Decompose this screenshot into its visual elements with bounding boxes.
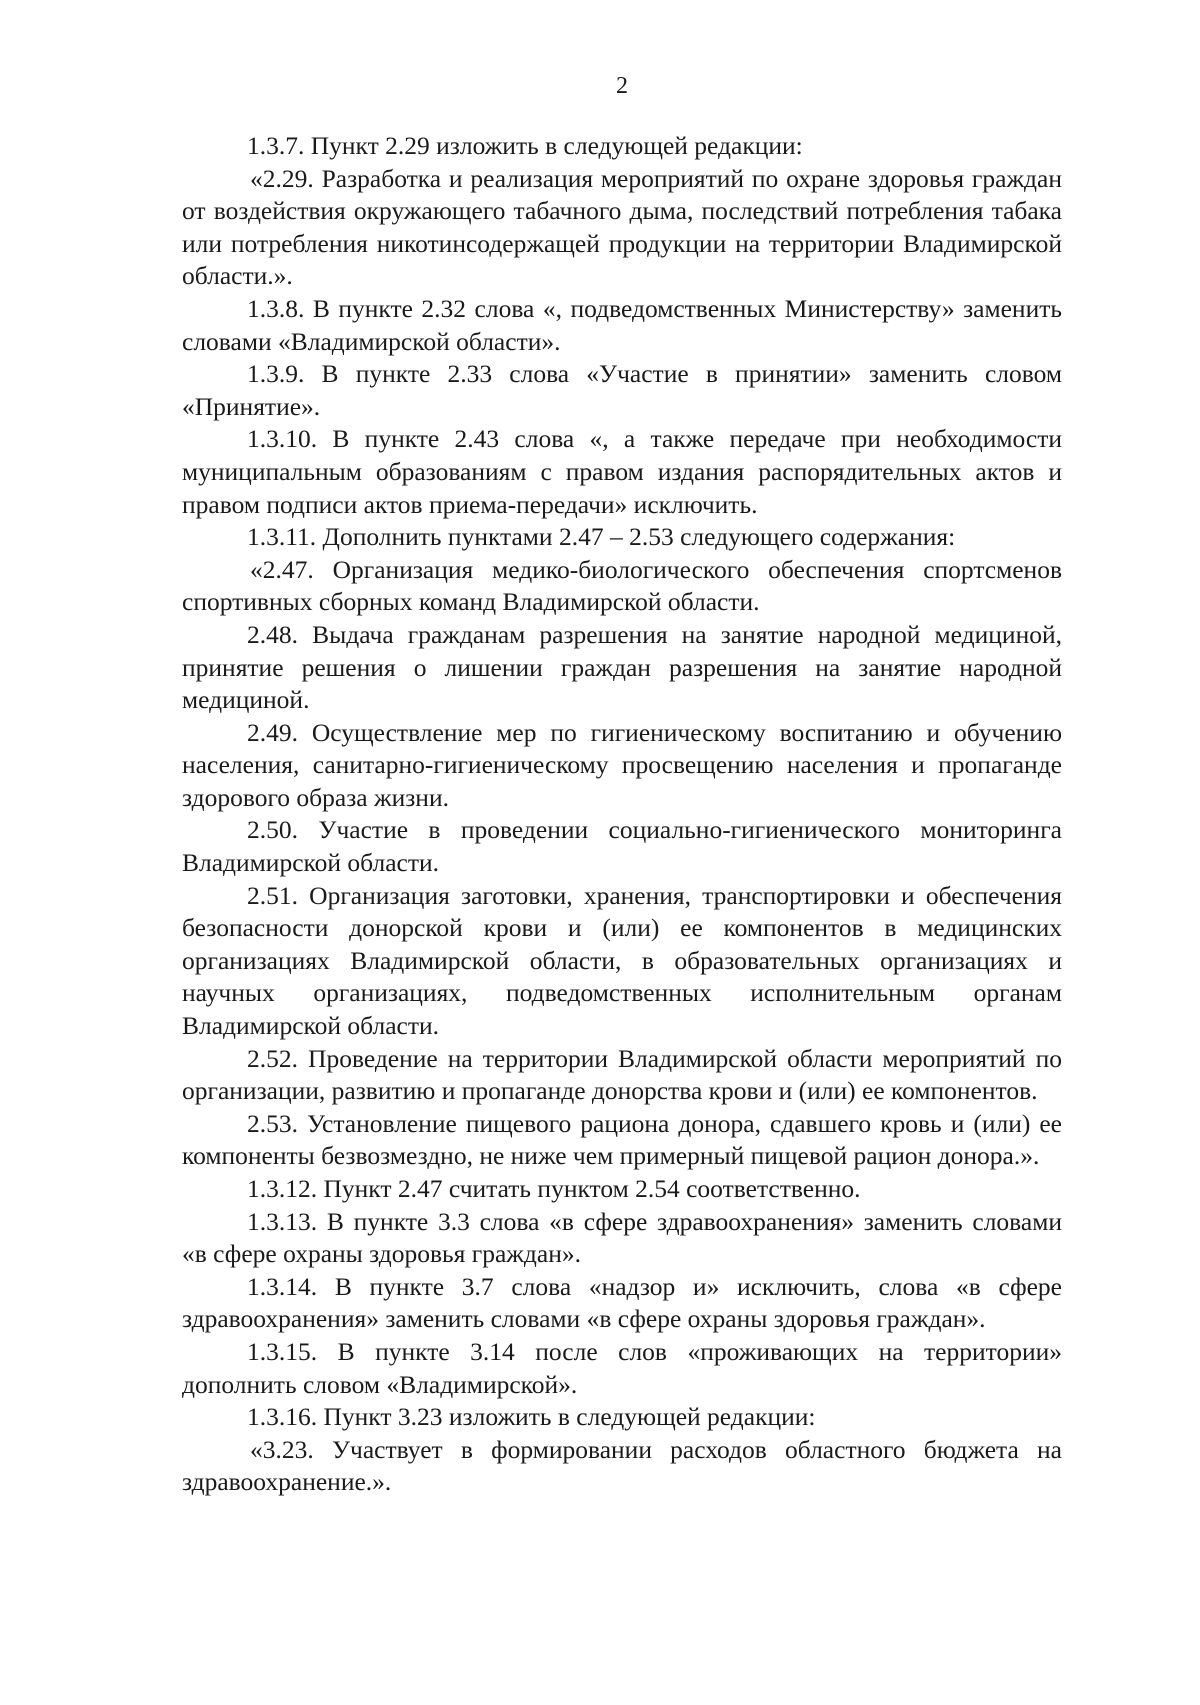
paragraph-1-3-16: 1.3.16. Пункт 3.23 изложить в следующей редакции:	[247, 1402, 816, 1432]
paragraph-2-29: «2.29. Разработка и реализация мероприятий по охране здоровья граждан от воздействия окружающего табачного дыма, последствий потребления табака или потребления никотинсодержащей продукции на территории Владимирской области.».	[182, 163, 1062, 291]
page-number: 2	[616, 73, 628, 99]
paragraph-1-3-13: 1.3.13. В пункте 3.3 слова «в сфере здравоохранения» заменить словами «в сфере охраны здоровья граждан».	[182, 1206, 1062, 1269]
paragraph-2-51: 2.51. Организация заготовки, хранения, транспортировки и обеспечения безопасности донорской крови и (или) ее компонентов в медицинских организациях Владимирской области, в образовательных организациях и научных организациях, подведомственных исполнительным органам Владимирской области.	[182, 880, 1062, 1041]
paragraph-1-3-10: 1.3.10. В пункте 2.43 слова «, а также передаче при необходимости муниципальным образованиям с правом издания распорядительных актов и правом подписи актов приема-передачи» исключить.	[182, 424, 1062, 519]
paragraph-1-3-7: 1.3.7. Пункт 2.29 изложить в следующей редакции:	[247, 131, 803, 160]
paragraph-1-3-8: 1.3.8. В пункте 2.32 слова «, подведомственных Министерству» заменить словами «Владимирской области».	[182, 293, 1062, 356]
paragraph-1-3-15: 1.3.15. В пункте 3.14 после слов «проживающих на территории» дополнить словом «Владимирской».	[182, 1336, 1062, 1399]
paragraph-2-48: 2.48. Выдача гражданам разрешения на занятие народной медициной, принятие решения о лишении граждан разрешения на занятие народной медициной.	[182, 619, 1062, 715]
paragraph-1-3-14: 1.3.14. В пункте 3.7 слова «надзор и» исключить, слова «в сфере здравоохранения» заменить словами «в сфере охраны здоровья граждан».	[182, 1271, 1062, 1334]
paragraph-2-47: «2.47. Организация медико-биологического обеспечения спортсменов спортивных сборных команд Владимирской области.	[182, 554, 1062, 617]
paragraph-2-50: 2.50. Участие в проведении социально-гигиенического мониторинга Владимирской области.	[182, 815, 1062, 878]
paragraph-1-3-9: 1.3.9. В пункте 2.33 слова «Участие в принятии» заменить словом «Принятие».	[182, 359, 1062, 421]
paragraph-3-23: «3.23. Участвует в формировании расходов областного бюджета на здравоохранение.».	[182, 1434, 1062, 1497]
paragraph-1-3-11: 1.3.11. Дополнить пунктами 2.47 – 2.53 следующего содержания:	[247, 522, 956, 552]
paragraph-1-3-12: 1.3.12. Пункт 2.47 считать пунктом 2.54 соответственно.	[247, 1174, 861, 1203]
paragraph-2-53: 2.53. Установление пищевого рациона донора, сдавшего кровь и (или) ее компоненты безвозмездно, не ниже чем примерный пищевой рацион донора.».	[182, 1108, 1062, 1171]
paragraph-2-52: 2.52. Проведение на территории Владимирской области мероприятий по организации, развитию и пропаганде донорства крови и (или) ее компонентов.	[182, 1043, 1062, 1106]
paragraph-2-49: 2.49. Осуществление мер по гигиеническому воспитанию и обучению населения, санитарно-гигиеническому просвещению населения и пропаганде здорового образа жизни.	[182, 717, 1062, 812]
